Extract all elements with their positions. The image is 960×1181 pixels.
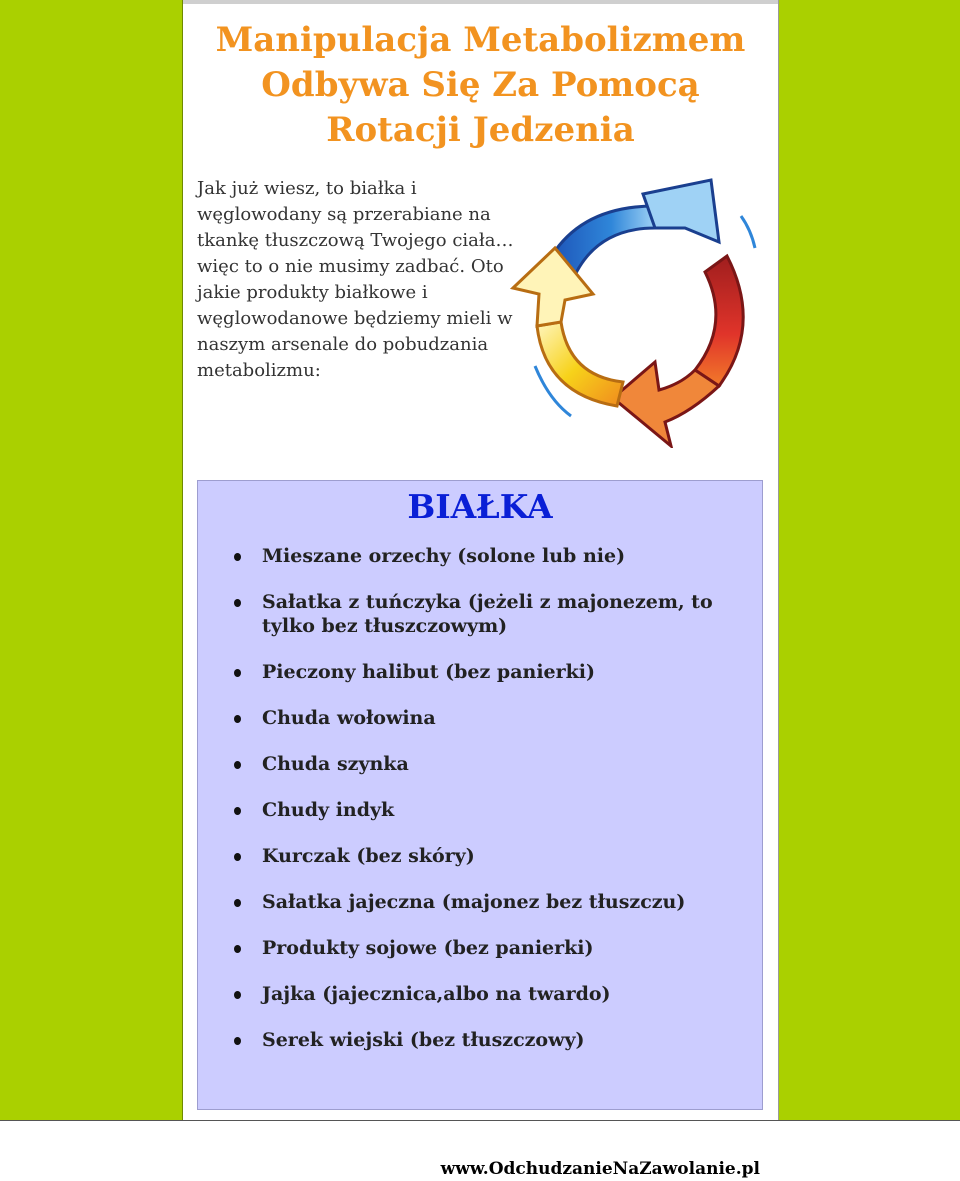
bullet-icon [234, 715, 241, 723]
bullet-icon [234, 761, 241, 769]
protein-heading: BIAŁKA [407, 487, 553, 526]
intro-paragraph: Jak już wiesz, to białka i węglowodany są przerabiane na tkankę tłuszczową Twojego ciała… więc to o nie musimy zadbać. Oto jakie produkty białkowe i węglowodanowe będziemy mieli w naszym arsenale do pobudzania metabolizmu: [197, 178, 514, 381]
title-line-2: Odbywa Się Za Pomocą [261, 65, 700, 105]
bullet-icon [234, 899, 241, 907]
right-green-margin [778, 0, 960, 1120]
list-item-text: Chuda wołowina [262, 707, 436, 729]
document-page [183, 0, 778, 1120]
list-item-text: Kurczak (bez skóry) [262, 845, 475, 867]
bullet-icon [234, 991, 241, 999]
list-item [222, 982, 752, 1006]
list-item [222, 844, 752, 868]
list-item [222, 544, 752, 568]
title-line-3: Rotacji Jedzenia [326, 110, 635, 150]
list-item [222, 590, 752, 638]
list-item [222, 660, 752, 684]
bullet-icon [234, 853, 241, 861]
footer-website: www.OdchudzanieNaZawolanie.pl [440, 1159, 760, 1179]
bullet-icon [234, 807, 241, 815]
rotation-cycle-arrows-icon [505, 176, 765, 448]
list-item [222, 890, 752, 914]
list-item-text: Pieczony halibut (bez panierki) [262, 661, 596, 683]
list-item [222, 752, 752, 776]
page-title [183, 18, 778, 153]
bullet-icon [234, 669, 241, 677]
list-item-text: Mieszane orzechy (solone lub nie) [262, 545, 626, 567]
protein-products-box [197, 480, 763, 1110]
list-item-text: Sałatka z tuńczyka (jeżeli z majonezem, to tylko bez tłuszczowym) [262, 591, 713, 637]
bullet-icon [234, 1037, 241, 1045]
list-item-text: Jajka (jajecznica,albo na twardo) [262, 983, 611, 1005]
list-item [222, 798, 752, 822]
list-item-text: Produkty sojowe (bez panierki) [262, 937, 594, 959]
list-item [222, 706, 752, 730]
list-item [222, 936, 752, 960]
page-bottom-rule [0, 1120, 960, 1121]
title-line-1: Manipulacja Metabolizmem [215, 20, 746, 60]
list-item-text: Sałatka jajeczna (majonez bez tłuszczu) [262, 891, 686, 913]
left-green-margin [0, 0, 183, 1120]
bullet-icon [234, 553, 241, 561]
list-item-text: Chudy indyk [262, 799, 395, 821]
protein-list [222, 544, 752, 1074]
bullet-icon [234, 599, 241, 607]
list-item [222, 1028, 752, 1052]
list-item-text: Serek wiejski (bez tłuszczowy) [262, 1029, 585, 1051]
list-item-text: Chuda szynka [262, 753, 409, 775]
bullet-icon [234, 945, 241, 953]
